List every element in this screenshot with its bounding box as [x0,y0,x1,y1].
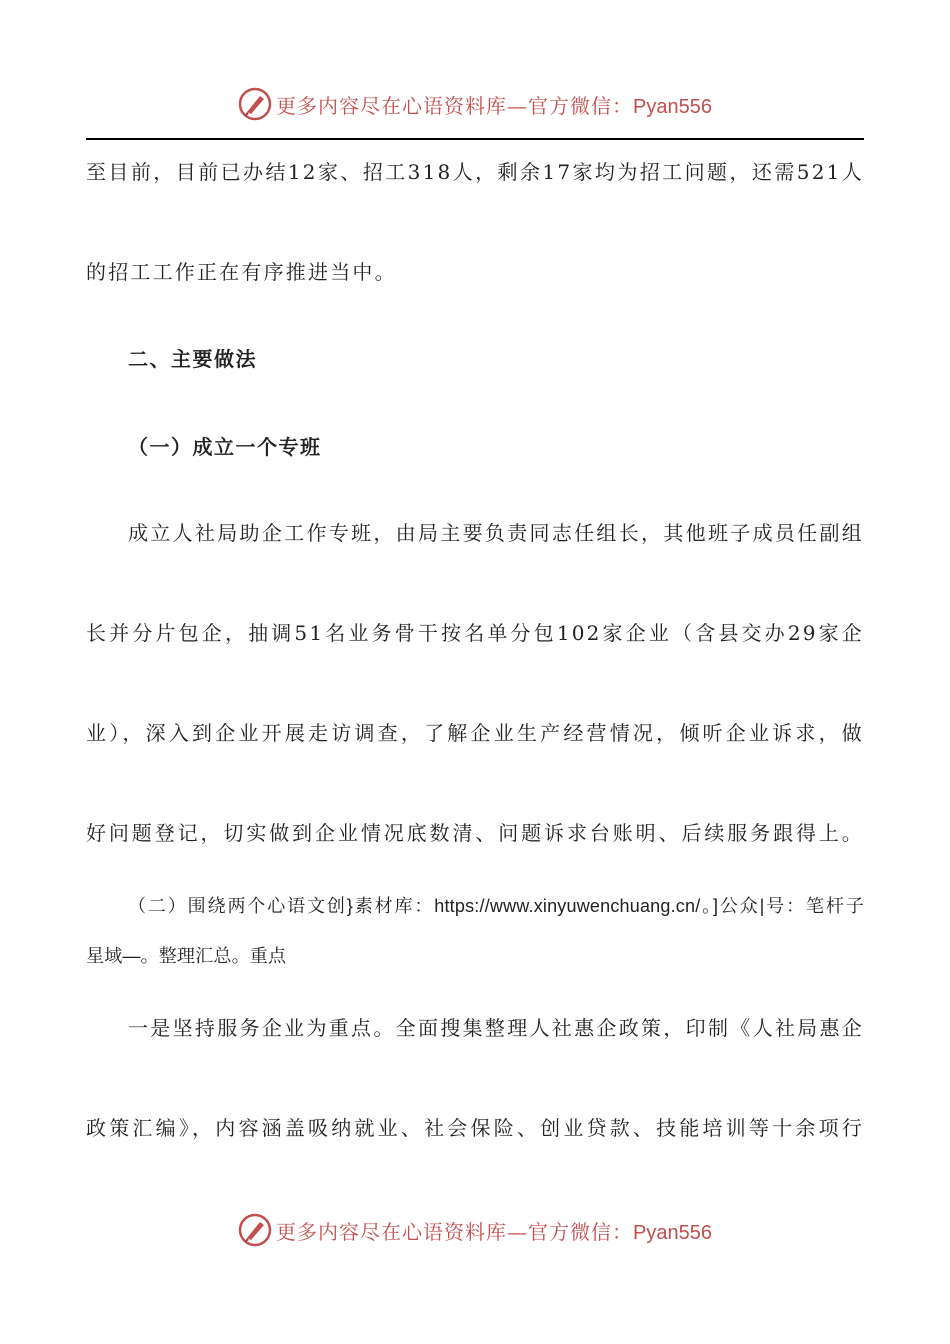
subsection-heading-line: 星域—。整理汇总。重点 [86,946,287,966]
footer-banner-text: 更多内容尽在心语资料库—官方微信：Pyan556 [276,1219,712,1244]
header-banner [0,84,950,124]
header-banner-text: 更多内容尽在心语资料库—官方微信：Pyan556 [276,93,712,118]
paragraph-line: 长并分片包企，抽调51名业务骨干按名单分包102家企业（含县交办29家企 [86,621,864,645]
pen-logo-icon [238,1213,272,1247]
paragraph-line: 政策汇编》，内容涵盖吸纳就业、社会保险、创业贷款、技能培训等十余项行 [86,1116,864,1140]
footer-banner [0,1210,950,1250]
section-heading: 二、主要做法 [128,347,257,371]
footer-banner-id: Pyan556 [633,1221,712,1244]
body-line: 的招工工作正在有序推进当中。 [86,260,397,284]
subsection-heading-line: （二）围绕两个心语文创}素材库：https://www.xinyuwenchuang.cn/。]公众|号：笔杆子 [128,896,864,916]
pen-logo-icon [238,87,272,121]
paragraph-line: 成立人社局助企工作专班，由局主要负责同志任组长，其他班子成员任副组 [128,521,864,545]
body-line: 至目前，目前已办结12家、招工318人，剩余17家均为招工问题，还需521人 [86,160,864,184]
subsection-heading: （一）成立一个专班 [128,435,322,459]
paragraph-line: 业），深入到企业开展走访调查，了解企业生产经营情况，倾听企业诉求，做 [86,721,864,745]
header-banner-id: Pyan556 [633,95,712,118]
header-divider [86,138,864,140]
paragraph-line: 好问题登记，切实做到企业情况底数清、问题诉求台账明、后续服务跟得上。 [86,821,864,845]
paragraph-line: 一是坚持服务企业为重点。全面搜集整理人社惠企政策，印制《人社局惠企 [128,1016,864,1040]
